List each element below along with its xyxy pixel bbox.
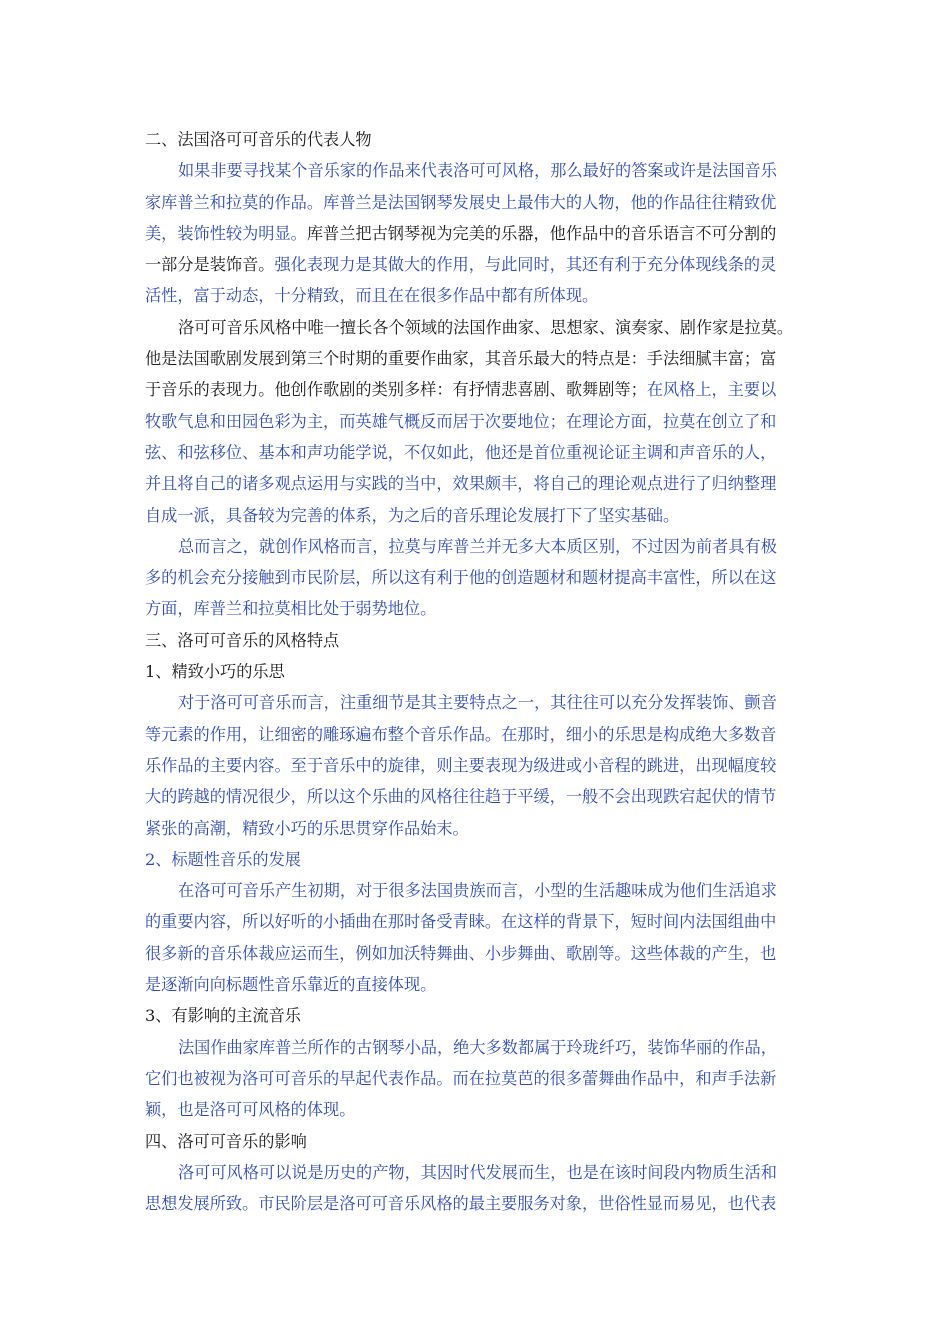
document-body <box>145 124 810 1219</box>
text-line <box>145 468 810 499</box>
text-line <box>145 343 810 374</box>
text-segment: 牧歌气息和田园色彩为主，而英雄气概反而居于次要地位；在理论方面，拉莫在创立了和 <box>145 411 777 431</box>
text-line <box>145 1063 810 1094</box>
text-line <box>145 593 810 624</box>
text-segment: 总而言之，就创作风格而言，拉莫与库普兰并无多大本质区别，不过因为前者具有极 <box>178 536 777 556</box>
text-line <box>145 719 810 750</box>
text-line <box>145 687 810 718</box>
text-segment: 库普兰把古钢琴视为完美的乐器，他作品中的音乐语言不可分割的 <box>306 223 777 243</box>
text-segment: 四、洛可可音乐的影响 <box>145 1131 307 1151</box>
text-line <box>145 500 810 531</box>
text-segment: 他是法国歌剧发展到第三个时期的重要作曲家，其音乐最大的特点是：手法细腻丰富；富 <box>145 349 777 369</box>
text-line <box>145 218 810 249</box>
text-line <box>145 875 810 906</box>
text-segment: 它们也被视为洛可可音乐的早起代表作品。而在拉莫芭的很多蕾舞曲作品中，和声手法新 <box>145 1068 777 1088</box>
text-segment: 思想发展所致。市民阶层是洛可可音乐风格的最主要服务对象，世俗性显而易见，也代表 <box>145 1194 777 1214</box>
text-line <box>145 531 810 562</box>
text-segment: 库普兰是法国钢琴发展史上最伟大的人物，他的作品往往精致优 <box>323 192 777 212</box>
text-segment: 在风格上，主要以 <box>646 380 777 400</box>
text-line <box>145 155 810 186</box>
text-line <box>145 406 810 437</box>
text-segment: 家库普兰和拉莫的作品。 <box>145 192 324 212</box>
text-line <box>145 969 810 1000</box>
text-segment: 紧张的高潮，精致小巧的乐思贯穿作品始末。 <box>145 818 469 838</box>
text-segment: 对于洛可可音乐而言，注重细节是其主要特点之一，其往往可以充分发挥装饰、颤音 <box>178 693 777 713</box>
text-segment: 如果非要寻找某个音乐家的作品来代表洛可可风格，那么最好的答案或许是法国音乐 <box>178 161 777 181</box>
text-line <box>145 187 810 218</box>
text-segment: 活性，富于动态，十分精致，而且在在很多作品中都有所体现。 <box>145 286 599 306</box>
text-segment: 三、洛可可音乐的风格特点 <box>145 630 340 650</box>
text-line <box>145 844 810 875</box>
text-line <box>145 562 810 593</box>
text-segment: 方面，库普兰和拉莫相比处于弱势地位。 <box>145 599 437 619</box>
text-segment: 弦、和弦移位、基本和声功能学说，不仅如此，他还是首位重视论证主调和声音乐的人， <box>145 442 777 462</box>
text-line <box>145 1000 810 1031</box>
text-line <box>145 906 810 937</box>
text-line <box>145 437 810 468</box>
text-segment: 的重要内容，所以好听的小插曲在那时备受青睐。在这样的背景下，短时间内法国组曲中 <box>145 912 777 932</box>
text-line <box>145 280 810 311</box>
text-line <box>145 781 810 812</box>
text-segment: 一部分是装饰音。 <box>145 255 275 275</box>
text-segment: 于音乐的表现力。他创作歌剧的类别多样：有抒情悲喜剧、歌舞剧等； <box>145 380 647 400</box>
text-line <box>145 938 810 969</box>
text-line <box>145 813 810 844</box>
text-segment: 2、标题性音乐的发展 <box>145 849 301 869</box>
text-line <box>145 1157 810 1188</box>
text-segment: 强化表现力是其做大的作用，与此同时，其还有利于充分体现线条的灵 <box>274 255 777 275</box>
text-segment: 乐作品的主要内容。至于音乐中的旋律，则主要表现为级进或小音程的跳进，出现幅度较 <box>145 755 777 775</box>
text-segment: 自成一派，具备较为完善的体系，为之后的音乐理论发展打下了坚实基础。 <box>145 505 680 525</box>
text-segment: 二、法国洛可可音乐的代表人物 <box>145 130 372 149</box>
text-segment: 洛可可音乐风格中唯一擅长各个领域的法国作曲家、思想家、演奏家、剧作家是拉莫。 <box>178 317 794 337</box>
text-line <box>145 656 810 687</box>
text-segment: 美，装饰性较为明显。 <box>145 223 307 243</box>
text-segment: 大的跨越的情况很少，所以这个乐曲的风格往往趋于平缓，一般不会出现跌宕起伏的情节 <box>145 787 777 807</box>
text-segment: 3、有影响的主流音乐 <box>145 1006 301 1026</box>
text-segment: 1、精致小巧的乐思 <box>145 662 285 682</box>
text-segment: 颖，也是洛可可风格的体现。 <box>145 1100 356 1120</box>
text-segment: 并且将自己的诸多观点运用与实践的当中，效果颇丰，将自己的理论观点进行了归纳整理 <box>145 474 777 494</box>
text-line <box>145 312 810 343</box>
text-line <box>145 374 810 405</box>
text-line <box>145 625 810 656</box>
text-segment: 洛可可风格可以说是历史的产物，其因时代发展而生，也是在该时间段内物质生活和 <box>178 1162 777 1182</box>
text-segment: 很多新的音乐体裁应运而生，例如加沃特舞曲、小步舞曲、歌剧等。这些体裁的产生，也 <box>145 943 777 963</box>
text-segment: 多的机会充分接触到市民阶层，所以这有利于他的创造题材和题材提高丰富性，所以在这 <box>145 568 777 588</box>
text-line <box>145 750 810 781</box>
text-line <box>145 1032 810 1063</box>
text-segment: 在洛可可音乐产生初期，对于很多法国贵族而言，小型的生活趣味成为他们生活追求 <box>178 881 777 901</box>
text-line <box>145 1126 810 1157</box>
text-segment: 是逐渐向向标题性音乐靠近的直接体现。 <box>145 975 437 995</box>
text-segment: 法国作曲家库普兰所作的古钢琴小品，绝大多数都属于玲珑纤巧，装饰华丽的作品， <box>178 1037 777 1057</box>
text-line <box>145 249 810 280</box>
text-line <box>145 1188 810 1219</box>
text-line <box>145 1094 810 1125</box>
text-line <box>145 124 810 155</box>
text-segment: 等元素的作用，让细密的雕琢遍布整个音乐作品。在那时，细小的乐思是构成绝大多数音 <box>145 724 777 744</box>
